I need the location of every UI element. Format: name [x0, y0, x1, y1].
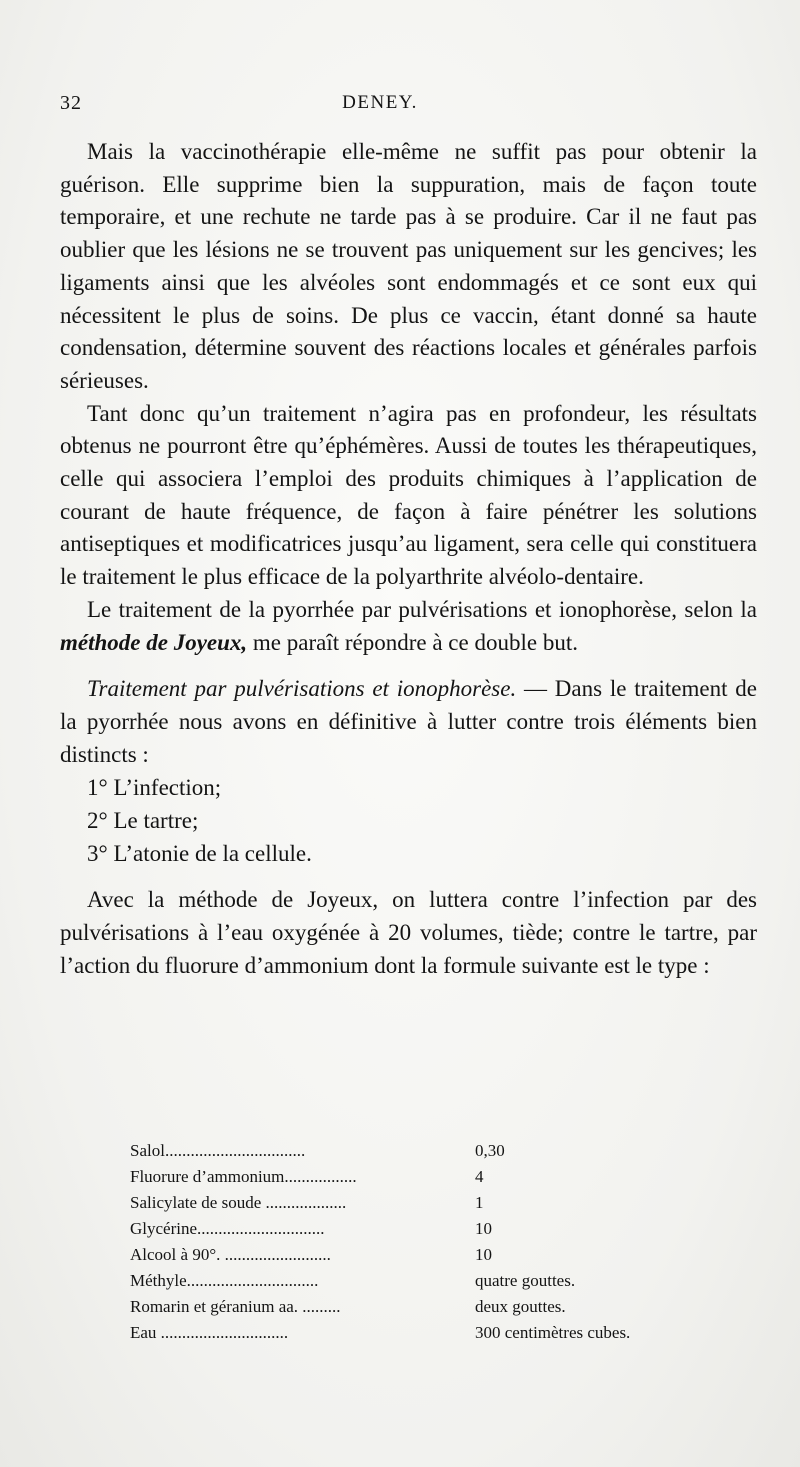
ingredient-quantity: 1: [475, 1193, 484, 1212]
paragraph-traitement-profondeur: Tant donc qu’un traitement n’agira pas en profondeur, les résultats obtenus ne pourront être qu’éphémères. Aussi de toutes les thérapeutiques, celle qui associera l’emploi des produits chimiques à l’application de courant de haute fréquence, de façon à faire pénétrer les solutions antiseptiques et modificatrices jusqu’au ligament, sera celle qui constituera le traitement le plus efficace de la polyarthrite alvéolo-dentaire.: [60, 400, 757, 590]
formula-row: [130, 1190, 650, 1216]
ingredient-name: Fluorure d’ammonium.................: [130, 1167, 357, 1186]
list-item: 2° Le tartre;: [87, 808, 199, 834]
list-item: 3° L’atonie de la cellule.: [87, 841, 312, 867]
method-name: méthode de Joyeux,: [60, 629, 248, 655]
body-text: [60, 136, 757, 982]
section-title: Traitement par pulvérisations et ionophorèse.: [87, 676, 517, 702]
ingredient-quantity: 300 centimètres cubes.: [475, 1323, 631, 1342]
ingredient-name: Méthyle...............................: [130, 1271, 319, 1290]
page-header: [60, 92, 700, 122]
elements-list: [60, 771, 757, 870]
formula-row: [130, 1320, 650, 1346]
page-number: 32: [60, 92, 82, 114]
formula-table: [130, 1138, 650, 1346]
ingredient-name: Alcool à 90°. .........................: [130, 1245, 331, 1264]
paragraph-section-traitement: [60, 673, 757, 771]
formula-row: [130, 1216, 650, 1242]
formula-row: [130, 1242, 650, 1268]
ingredient-quantity: deux gouttes.: [475, 1297, 566, 1316]
ingredient-name: Salicylate de soude ...................: [130, 1193, 347, 1212]
paragraph-text: — Dans le traitement de la pyorrhée nous avons en définitive à lutter contre trois éléments bien distincts :: [60, 676, 757, 767]
formula-row: [130, 1294, 650, 1320]
ingredient-quantity: 0,30: [475, 1141, 505, 1160]
paragraph-formule: Avec la méthode de Joyeux, on luttera contre l’infection par des pulvérisations à l’eau oxygénée à 20 volumes, tiède; contre le tartre, par l’action du fluorure d’ammonium dont la formule suivante est le type :: [60, 887, 757, 978]
formula-row: [130, 1164, 650, 1190]
list-item: 1° L’infection;: [87, 775, 222, 801]
ingredient-quantity: 4: [475, 1167, 484, 1186]
ingredient-quantity: 10: [475, 1245, 492, 1264]
ingredient-quantity: quatre gouttes.: [475, 1271, 576, 1290]
paragraph-text: Le traitement de la pyorrhée par pulvérisations et ionophorèse, selon la: [87, 596, 757, 622]
formula-row: [130, 1138, 650, 1164]
formula-row: [130, 1268, 650, 1294]
ingredient-name: Salol.................................: [130, 1141, 306, 1160]
running-head: DENEY.: [342, 92, 418, 113]
ingredient-name: Eau ..............................: [130, 1323, 289, 1342]
ingredient-quantity: 10: [475, 1219, 492, 1238]
paragraph-methode-joyeux: [60, 594, 757, 659]
paragraph-vaccinotherapie: Mais la vaccinothérapie elle-même ne suffit pas pour obtenir la guérison. Elle supprime bien la suppuration, mais de façon toute temporaire, et une rechute ne tarde pas à se produire. Car il ne faut pas oublier que les lésions ne se trouvent pas uniquement sur les gencives; les ligaments ainsi que les alvéoles sont endommagés et ce sont eux qui nécessitent le plus de soins. De plus ce vaccin, étant donné sa haute condensation, détermine souvent des réactions locales et générales parfois sérieuses.: [60, 139, 757, 393]
ingredient-name: Glycérine..............................: [130, 1219, 325, 1238]
paragraph-text: me paraît répondre à ce double but.: [247, 629, 578, 655]
ingredient-name: Romarin et géranium aa. .........: [130, 1297, 341, 1316]
